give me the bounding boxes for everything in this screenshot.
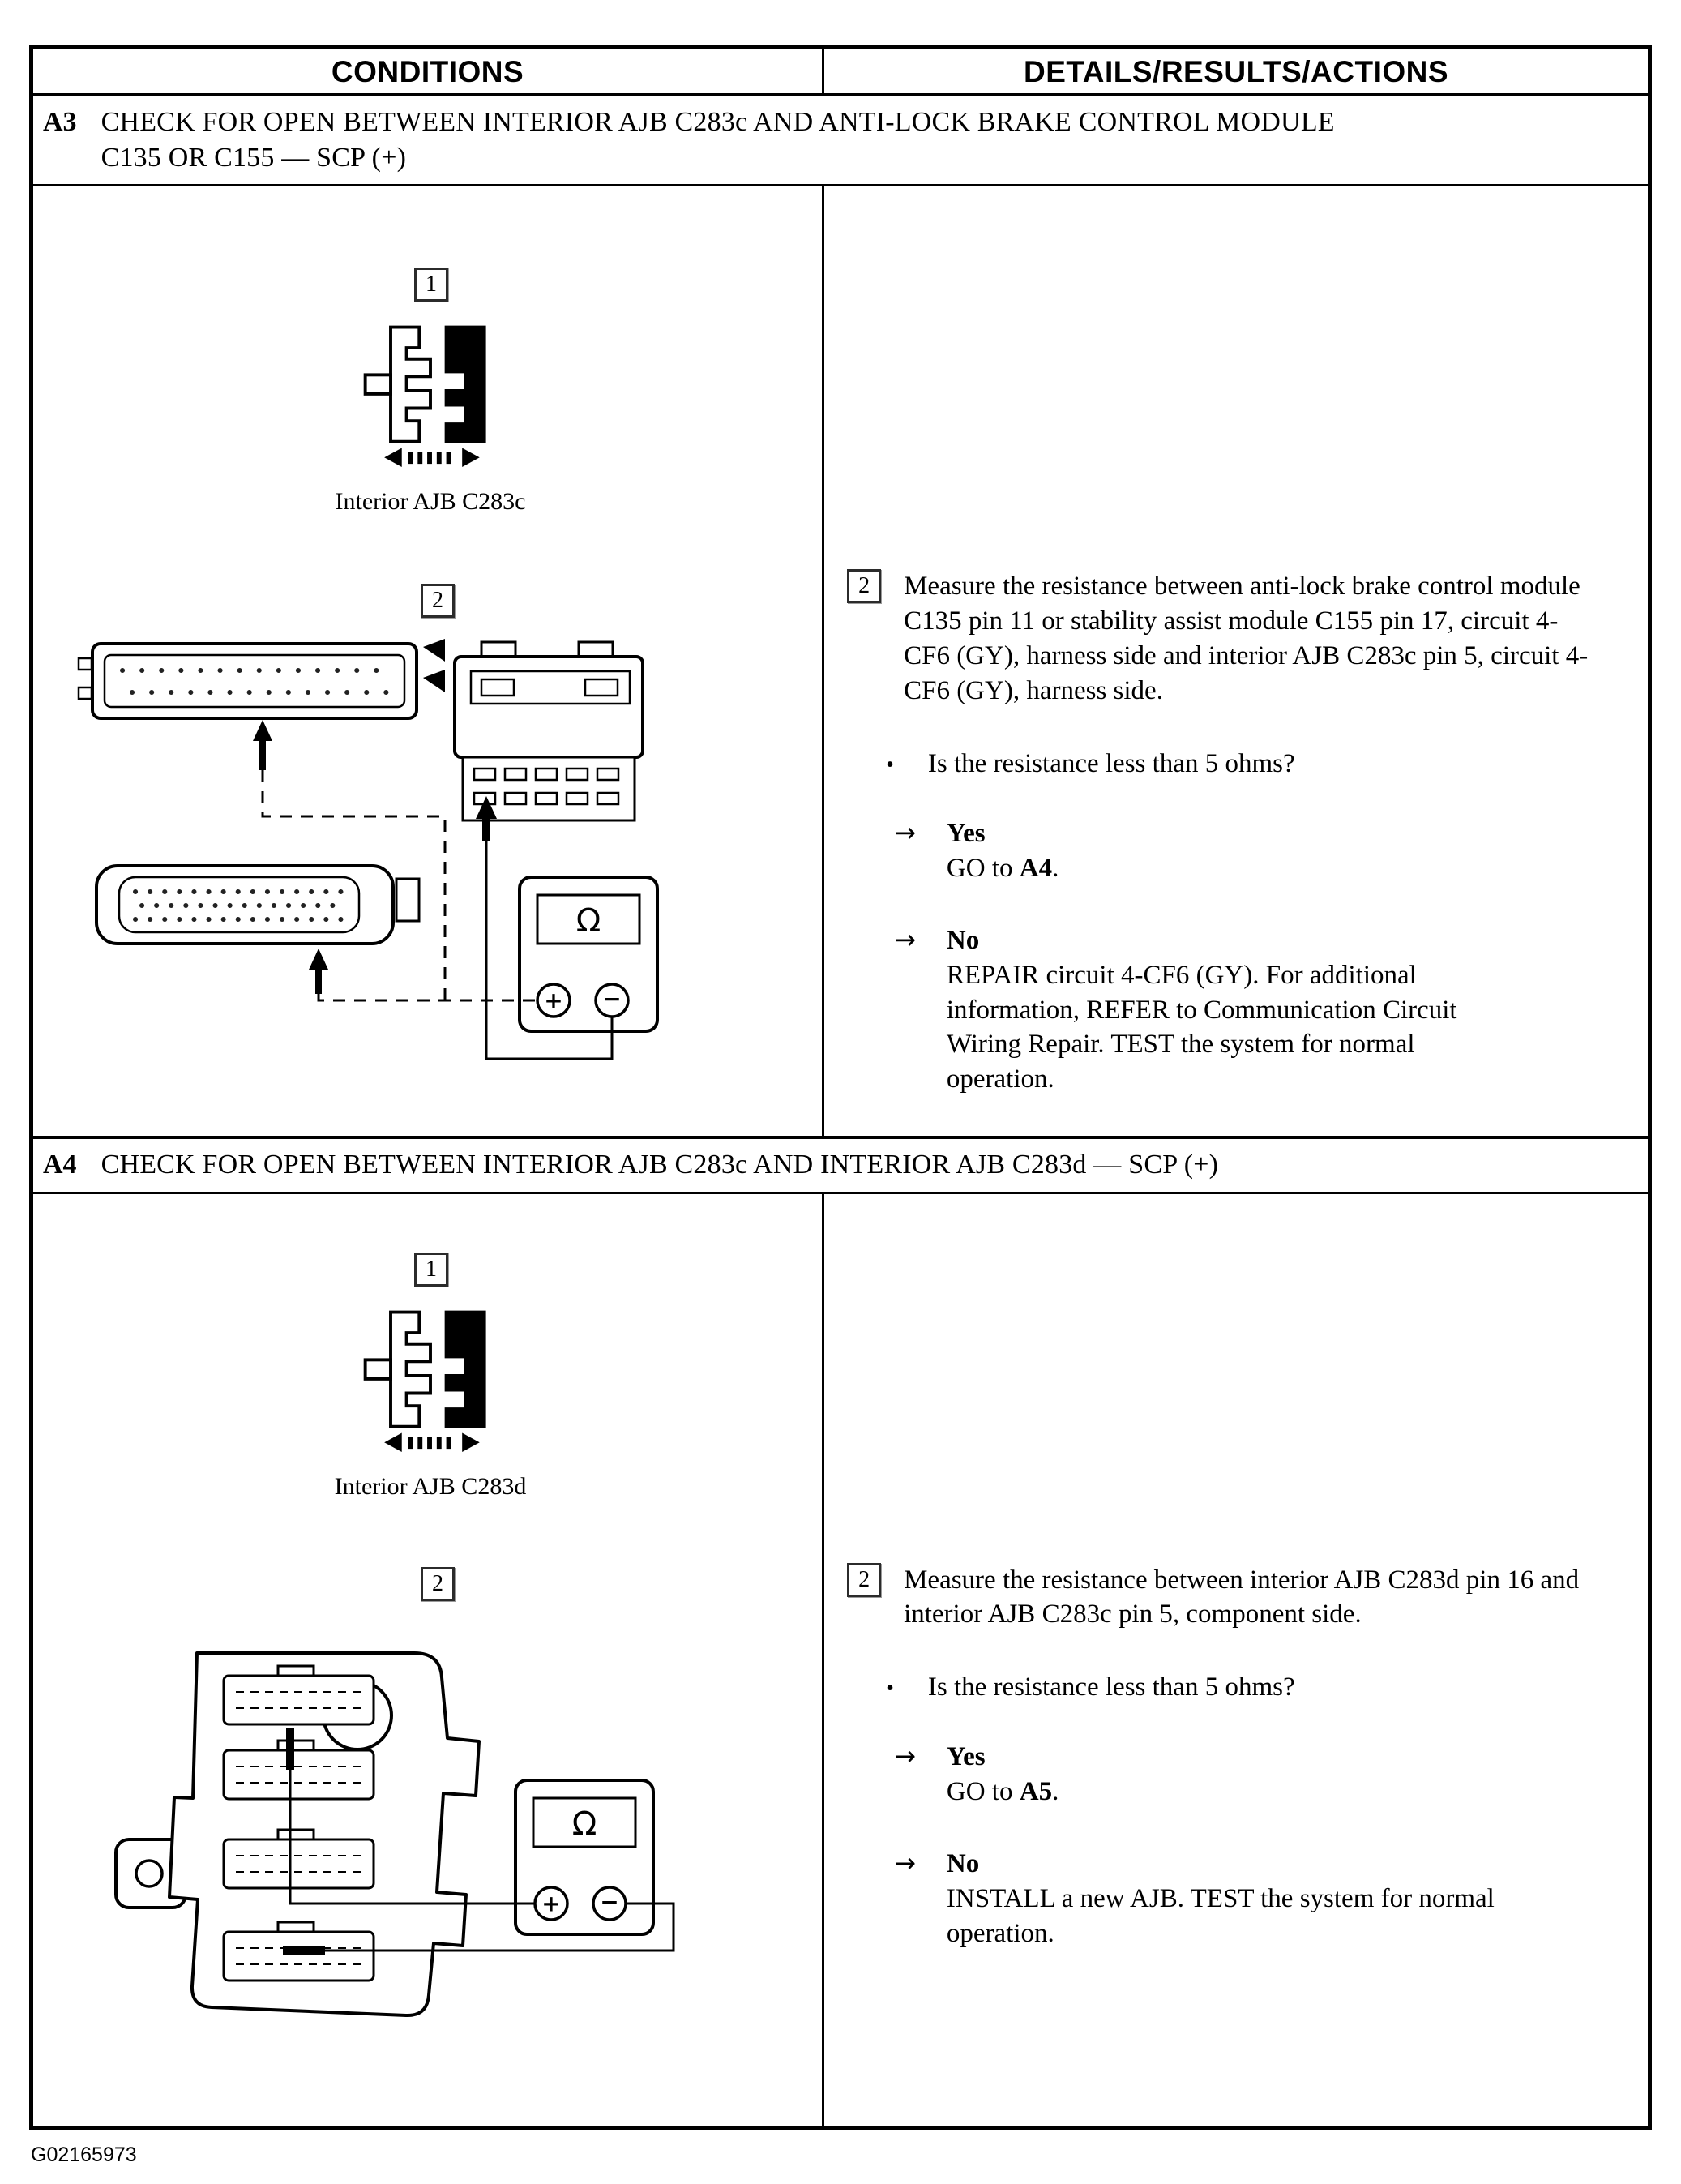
callout-1-box: 1 — [414, 1253, 448, 1287]
connector-housing-icon — [366, 1310, 486, 1428]
minus-symbol: − — [600, 1888, 619, 1916]
table-header-row — [33, 49, 1648, 96]
step-a3-title: CHECK FOR OPEN BETWEEN INTERIOR AJB C283c AND ANTI-LOCK BRAKE CONTROL MODULE C135 OR C155 — SCP (+) — [101, 107, 1335, 173]
fuse-block — [224, 1830, 374, 1888]
action-prefix: GO to — [946, 1777, 1020, 1807]
resistance-measurement-diagram — [72, 634, 785, 1088]
step-a3-title-row — [33, 96, 1648, 186]
step-a4-title-row — [33, 1139, 1648, 1193]
minus-symbol: − — [602, 985, 622, 1013]
probe-contact-icon — [283, 1946, 325, 1955]
details-header: DETAILS/RESULTS/ACTIONS — [1024, 55, 1449, 88]
plus-symbol: + — [541, 1890, 561, 1917]
connector-label: Interior AJB C283d — [334, 1472, 527, 1500]
action-target: A4 — [1019, 853, 1053, 883]
no-label: No — [946, 1849, 980, 1879]
plus-symbol: + — [544, 987, 563, 1014]
module-connector-rear-icon — [79, 639, 445, 718]
ajb-connector-icon — [335, 310, 526, 469]
pinpoint-test-table — [29, 45, 1652, 2130]
action-suffix: . — [1052, 1777, 1059, 1807]
arrow-icon: → — [894, 923, 916, 955]
harness-arrow-icon — [384, 1432, 480, 1452]
action-suffix: . — [1052, 853, 1059, 883]
yes-label: Yes — [946, 1742, 986, 1772]
conditions-cell-a3 — [33, 186, 824, 1136]
arrow-icon: → — [894, 816, 916, 848]
ohmmeter-icon — [515, 1780, 653, 1934]
ohmmeter-icon — [520, 877, 657, 1031]
question-text: Is the resistance less than 5 ohms? — [927, 1672, 1295, 1702]
callout-2-box: 2 — [421, 584, 455, 618]
no-label: No — [946, 925, 980, 955]
ajb-connector-icon — [335, 1295, 526, 1454]
no-result-row — [847, 1847, 1606, 1951]
yes-result-row — [847, 1740, 1606, 1809]
no-action: REPAIR circuit 4-CF6 (GY). For additional information, REFER to Communication Circuit Wiring Repair. TEST the system for normal operation. — [946, 960, 1457, 1094]
callout-2-box: 2 — [421, 1567, 455, 1601]
yes-result-row — [847, 816, 1606, 886]
no-result-row — [847, 923, 1606, 1097]
instruction-text: Measure the resistance between interior AJB C283d pin 16 and interior AJB C283c pin 5, component side. — [904, 1565, 1580, 1629]
step-a4-title: CHECK FOR OPEN BETWEEN INTERIOR AJB C283c AND INTERIOR AJB C283d — SCP (+) — [101, 1150, 1219, 1180]
probe-contact-icon — [286, 1728, 294, 1770]
no-action: INSTALL a new AJB. TEST the system for normal operation. — [946, 1884, 1495, 1948]
connector-housing-icon — [366, 326, 486, 443]
fuse-block — [224, 1666, 374, 1724]
callout-1-box: 1 — [414, 268, 448, 302]
conditions-cell-a4 — [33, 1194, 824, 2126]
yes-action — [947, 851, 1059, 886]
ajb-connector-rear-icon — [96, 866, 419, 944]
step-callout-box: 2 — [847, 569, 881, 603]
module-connector-front-icon — [455, 642, 643, 820]
probe-arrow-icon — [253, 720, 272, 770]
yes-action — [947, 1775, 1059, 1809]
probe-arrow-icon — [309, 949, 328, 994]
details-cell-a3 — [824, 186, 1648, 1136]
ajb-fusebox-measurement-diagram — [74, 1622, 787, 2109]
fuse-block — [224, 1741, 374, 1799]
action-target: A5 — [1019, 1777, 1053, 1807]
arrow-icon: → — [894, 1741, 916, 1772]
instruction-text: Measure the resistance between anti-lock brake control module C135 pin 11 or stability assist module C155 pin 17, circuit 4-CF6 (GY), harness side and interior AJB C283c pin 5, circuit 4-CF6 (GY), harness side. — [904, 572, 1589, 706]
question-text: Is the resistance less than 5 ohms? — [927, 748, 1295, 778]
harness-arrow-icon — [384, 448, 480, 468]
ohm-symbol: Ω — [575, 902, 601, 940]
arrow-icon: → — [894, 1848, 916, 1879]
question-row — [847, 1672, 1606, 1702]
step-a3-id: A3 — [43, 107, 77, 137]
conditions-header: CONDITIONS — [33, 49, 824, 93]
action-prefix: GO to — [946, 853, 1020, 883]
figure-id: G02165973 — [31, 2143, 137, 2166]
step-a4-body — [33, 1194, 1648, 2126]
step-a4-id: A4 — [43, 1150, 77, 1180]
ohm-symbol: Ω — [571, 1805, 597, 1843]
question-row — [847, 749, 1606, 779]
details-cell-a4 — [824, 1194, 1648, 2126]
bullet-icon: • — [886, 752, 894, 777]
step-a3-body — [33, 186, 1648, 1139]
step-callout-box: 2 — [847, 1563, 881, 1597]
bullet-icon: • — [886, 1676, 894, 1702]
yes-label: Yes — [946, 818, 986, 848]
connector-label: Interior AJB C283c — [335, 488, 526, 516]
